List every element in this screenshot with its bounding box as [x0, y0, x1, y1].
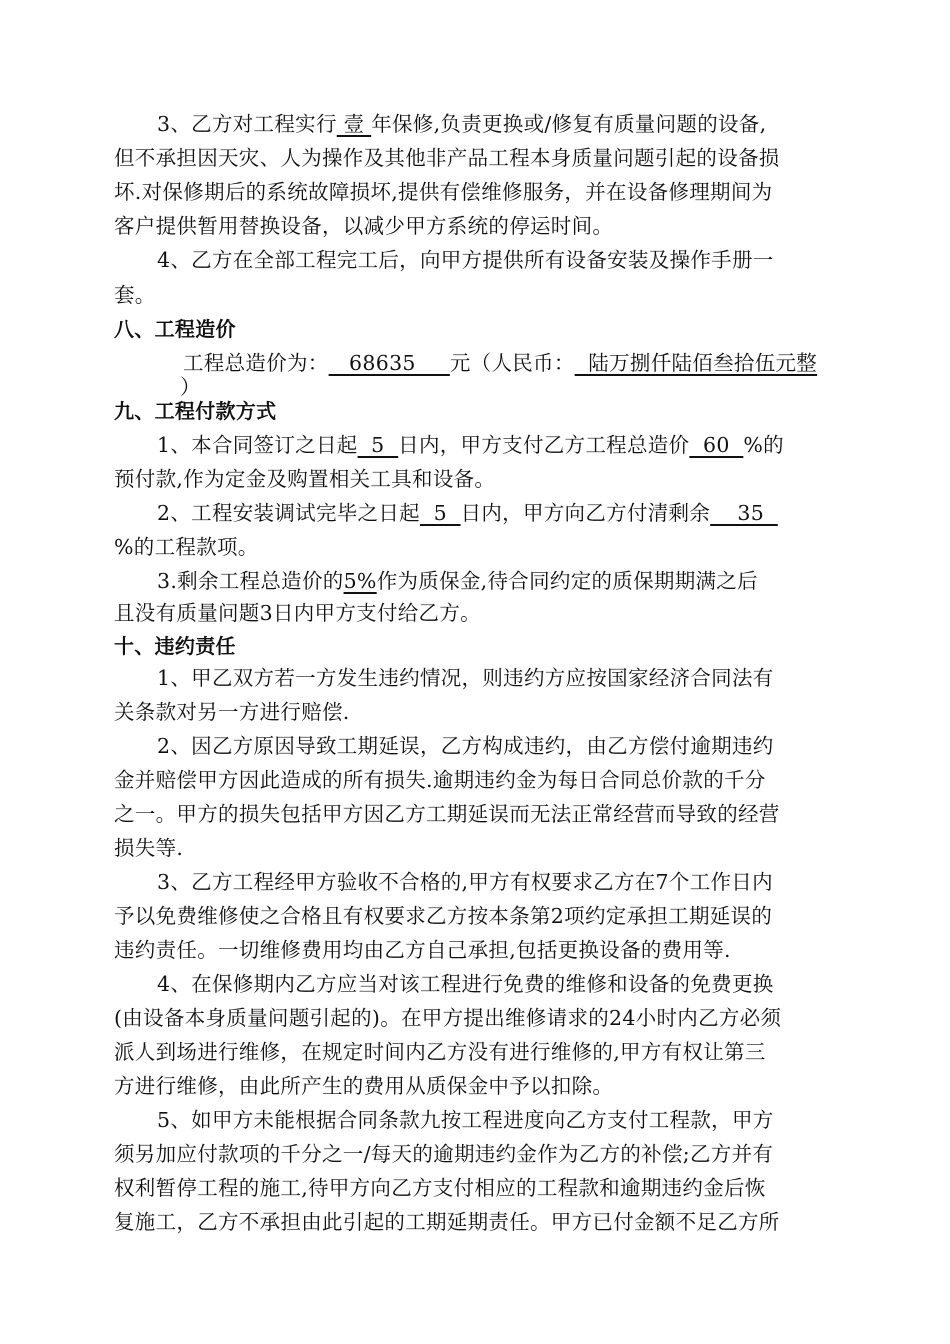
total-amount-field: 68635 — [328, 351, 450, 375]
total-amount-cn-field: 陆万捌仟陆佰叁拾伍元整 — [574, 351, 818, 375]
section-9-heading: 九、工程付款方式 — [114, 399, 277, 423]
clause-10-4-line-4: 方进行维修，由此所产生的费用从质保金中予以扣除。 — [114, 1074, 614, 1098]
text: 工程总造价为： — [183, 351, 329, 375]
text: 年保修,负责更换或/修复有质量问题的设备, — [371, 112, 767, 136]
clause-10-2-line-3: 之一。甲方的损失包括甲方因乙方工期延误而无法正常经营而导致的经营 — [114, 802, 780, 826]
clause-7-3-line-1 — [157, 107, 766, 141]
clause-9-3-line-2: 且没有质量问题3日内甲方支付给乙方。 — [114, 601, 481, 625]
clause-10-5-line-4: 复施工，乙方不承担由此引起的工期延期责任。甲方已付金额不足乙方所 — [114, 1210, 780, 1234]
clause-9-1-line-1 — [157, 428, 784, 462]
clause-10-5-line-3: 权利暂停工程的施工,待甲方向乙方支付相应的工程款和逾期违约金后恢 — [114, 1176, 766, 1200]
clause-7-4-line-1: 4、乙方在全部工程完工后，向甲方提供所有设备安装及操作手册一 — [157, 248, 774, 272]
prepay-days-field: 5 — [357, 433, 399, 457]
clause-10-4-line-3: 派人到场进行维修，在规定时间内乙方没有进行维修的,甲方有权让第三 — [114, 1040, 766, 1064]
section-8-heading: 八、工程造价 — [114, 317, 236, 341]
clause-10-3-line-2: 予以免费维修使之合格且有权要求乙方按本条第2项约定承担工期延误的 — [114, 904, 773, 928]
clause-9-2-line-2: %的工程款项。 — [114, 535, 259, 559]
clause-9-2-line-1 — [157, 496, 778, 530]
retention-percent-field: 5% — [343, 569, 377, 593]
text: 日内，甲方向乙方付清剩余 — [460, 501, 711, 525]
clause-7-3-line-2: 但不承担因天灾、人为操作及其他非产品工程本身质量问题引起的设备损 — [114, 146, 780, 170]
clause-10-1-line-2: 关条款对另一方进行赔偿. — [114, 700, 350, 724]
clause-9-3-line-1 — [157, 564, 758, 598]
clause-10-5-line-1: 5、如甲方未能根据合同条款九按工程进度向乙方支付工程款，甲方 — [157, 1108, 774, 1132]
text: 日内，甲方支付乙方工程总造价 — [398, 433, 690, 457]
clause-10-5-line-2: 须另加应付款项的千分之一/每天的逾期违约金作为乙方的补偿;乙方并有 — [114, 1142, 774, 1166]
clause-10-3-line-3: 违约责任。一切维修费用均由乙方自己承担,包括更换设备的费用等. — [114, 938, 731, 962]
clause-10-1-line-1: 1、甲乙双方若一方发生违约情况，则违约方应按国家经济合同法有 — [157, 666, 774, 690]
text: %的 — [743, 433, 784, 457]
text: 作为质保金,待合同约定的质保期期满之后 — [376, 569, 758, 593]
prepay-percent-field: 60 — [689, 433, 744, 457]
final-pay-days-field: 5 — [419, 501, 461, 525]
clause-10-4-line-1: 4、在保修期内乙方应当对该工程进行免费的维修和设备的免费更换 — [157, 972, 774, 996]
remaining-percent-field: 35 — [710, 501, 778, 525]
section-10-heading: 十、违约责任 — [114, 634, 236, 658]
clause-10-2-line-1: 2、因乙方原因导致工期延误，乙方构成违约，由乙方偿付逾期违约 — [157, 734, 774, 758]
total-price-line — [183, 346, 817, 380]
warranty-years-field: 壹 — [336, 112, 372, 136]
clause-7-3-line-4: 客户提供暂用替换设备，以减少甲方系统的停运时间。 — [114, 214, 614, 238]
clause-10-2-line-4: 损失等. — [114, 836, 184, 860]
clause-9-1-line-2: 预付款,作为定金及购置相关工具和设备。 — [114, 467, 496, 491]
clause-7-3-line-3: 坏.对保修期后的系统故障损坏,提供有偿维修服务，并在设备修理期间为 — [114, 180, 773, 204]
clause-10-4-line-2: (由设备本身质量问题引起的)。在甲方提出维修请求的24小时内乙方必须 — [114, 1006, 782, 1030]
clause-7-4-line-2: 套。 — [114, 283, 156, 307]
total-price-close-paren: ） — [180, 375, 201, 399]
clause-10-2-line-2: 金并赔偿甲方因此造成的所有损失.逾期违约金为每日合同总价款的千分 — [114, 768, 766, 792]
text: 3.剩余工程总造价的 — [157, 569, 344, 593]
text: 1、本合同签订之日起 — [157, 433, 358, 457]
text: 元（人民币： — [449, 351, 575, 375]
clause-10-3-line-1: 3、乙方工程经甲方验收不合格的,甲方有权要求乙方在7个工作日内 — [157, 870, 773, 894]
text: 3、乙方对工程实行 — [157, 112, 337, 136]
text: 2、工程安装调试完毕之日起 — [157, 501, 420, 525]
